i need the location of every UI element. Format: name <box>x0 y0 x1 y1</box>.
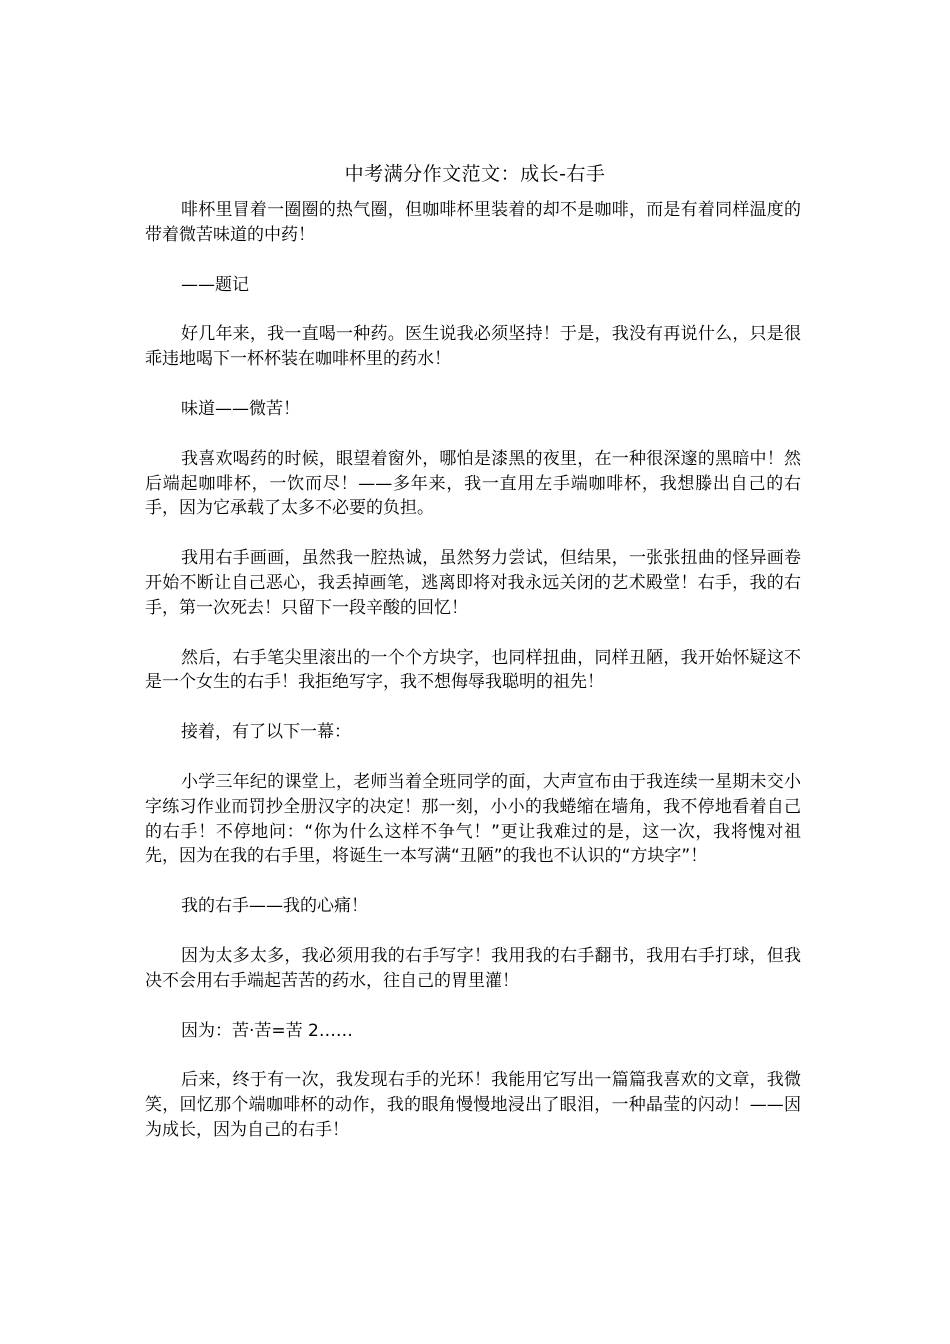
paragraph: 好几年来，我一直喝一种药。医生说我必须坚持！于是，我没有再说什么，只是很乖违地喝下一杯杯装在咖啡杯里的药水！ <box>145 324 801 370</box>
paragraph: 我用右手画画，虽然我一腔热诚，虽然努力尝试，但结果，一张张扭曲的怪异画卷开始不断让自己恶心，我丢掉画笔，逃离即将对我永远关闭的艺术殿堂！右手，我的右手，第一次死去！只留下一段辛酸的回忆！ <box>145 548 801 618</box>
paragraph: 味道——微苦！ <box>181 398 300 419</box>
paragraph: 接着，有了以下一幕： <box>181 722 351 743</box>
paragraph: 然后，右手笔尖里滚出的一个个方块字，也同样扭曲，同样丑陋，我开始怀疑这不是一个女生的右手！我拒绝写字，我不想侮辱我聪明的祖先！ <box>145 647 801 693</box>
paragraph: 我喜欢喝药的时候，眼望着窗外，哪怕是漆黑的夜里，在一种很深邃的黑暗中！然后端起咖啡杯，一饮而尽！——多年来，我一直用左手端咖啡杯，我想滕出自己的右手，因为它承载了太多不必要的负担。 <box>145 448 801 519</box>
paragraph: 我的右手——我的心痛！ <box>181 896 368 917</box>
paragraph: 因为：苦·苦=苦 2…… <box>181 1020 353 1041</box>
document-body <box>145 198 801 1168</box>
paragraph-closing: 后来，终于有一次，我发现右手的光环！我能用它写出一篇篇我喜欢的文章，我微笑，回忆那个端咖啡杯的动作，我的眼角慢慢地浸出了眼泪，一种晶莹的闪动！——因为成长，因为自己的右手！ <box>145 1070 801 1140</box>
paragraph-intro: 啡杯里冒着一圈圈的热气圈，但咖啡杯里装着的却不是咖啡，而是有着同样温度的带着微苦味道的中药！ <box>145 200 801 245</box>
paragraph: 小学三年纪的课堂上，老师当着全班同学的面，大声宣布由于我连续一星期未交小字练习作业而罚抄全册汉字的决定！那一刻，小小的我蜷缩在墙角，我不停地看着自己的右手！不停地问：“你为什么这样不争气！”更让我难过的是，这一次，我将愧对祖先，因为在我的右手里，将诞生一本写满“丑陋”的我也不认识的“方块字”！ <box>145 771 801 867</box>
paragraph: 因为太多太多，我必须用我的右手写字！我用我的右手翻书，我用右手打球，但我决不会用右手端起苦苦的药水，往自己的胃里灌！ <box>145 945 801 991</box>
document-title: 中考满分作文范文：成长-右手 <box>344 163 606 185</box>
paragraph-epigraph: ——题记 <box>181 274 249 295</box>
